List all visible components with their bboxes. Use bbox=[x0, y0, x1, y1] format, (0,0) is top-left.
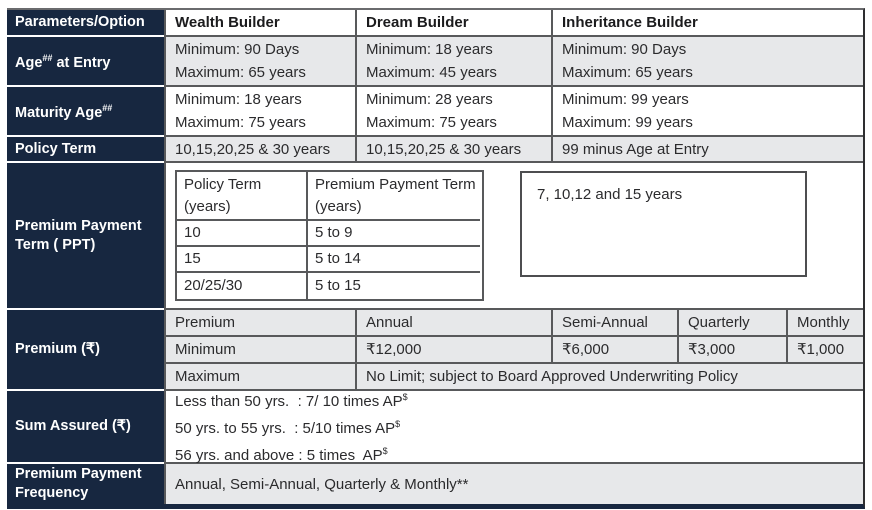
premium-minimum-subrow bbox=[164, 337, 863, 364]
policy-term-inheritance-cell bbox=[551, 137, 863, 163]
sum-assured-line-1: Less than 50 yrs. : 7/ 10 times AP$ bbox=[175, 392, 408, 410]
premium-col-monthly: Monthly bbox=[786, 310, 863, 337]
sum-assured-label-cell bbox=[7, 391, 164, 464]
ppt-inner-r1-term: 10 bbox=[177, 221, 308, 247]
ppt-inner-header-row bbox=[177, 172, 482, 221]
dream-builder-label: Dream Builder bbox=[366, 14, 469, 31]
maturity-inheritance-max: Maximum: 99 years bbox=[562, 114, 693, 131]
ppt-inner-r3-ppt: 5 to 15 bbox=[315, 277, 361, 294]
premium-min-quarterly: ₹3,000 bbox=[677, 337, 786, 364]
ppt-label: Premium Payment Term ( PPT) bbox=[15, 217, 142, 253]
premium-col-annual: Annual bbox=[355, 310, 551, 337]
wealth-builder-label: Wealth Builder bbox=[175, 14, 280, 31]
ppt-inner-row-1 bbox=[177, 221, 482, 247]
inheritance-builder-label: Inheritance Builder bbox=[562, 14, 698, 31]
premium-max-value: No Limit; subject to Board Approved Underwriting Policy bbox=[355, 364, 863, 391]
frequency-label: Premium Payment Frequency bbox=[15, 466, 142, 501]
maturity-dream-max: Maximum: 75 years bbox=[366, 114, 497, 131]
premium-header-subrow bbox=[164, 310, 863, 337]
ppt-right-box bbox=[520, 171, 807, 277]
inheritance-builder-header bbox=[551, 10, 863, 37]
ppt-row bbox=[7, 163, 863, 310]
maturity-age-label: Maturity Age## bbox=[15, 103, 113, 121]
premium-min-annual: ₹12,000 bbox=[355, 337, 551, 364]
premium-col-semi-annual: Semi-Annual bbox=[551, 310, 677, 337]
policy-term-row bbox=[7, 137, 863, 163]
policy-term-wealth-value: 10,15,20,25 & 30 years bbox=[175, 140, 331, 158]
ppt-inner-r3-term: 20/25/30 bbox=[177, 273, 308, 299]
maturity-inheritance-cell bbox=[551, 87, 863, 137]
table-header-row bbox=[7, 10, 863, 37]
age-at-entry-label-cell bbox=[7, 37, 164, 87]
age-entry-wealth-max: Maximum: 65 years bbox=[175, 64, 306, 81]
maturity-inheritance-min: Minimum: 99 years bbox=[562, 91, 689, 108]
age-entry-inheritance-cell bbox=[551, 37, 863, 87]
ppt-inner-r1-ppt: 5 to 9 bbox=[308, 221, 480, 247]
sum-assured-content-cell bbox=[164, 391, 863, 464]
policy-term-wealth-cell bbox=[164, 137, 355, 163]
age-entry-inheritance-min: Minimum: 90 Days bbox=[562, 41, 687, 58]
age-entry-wealth-min: Minimum: 90 Days bbox=[175, 41, 300, 58]
ppt-right-box-text: 7, 10,12 and 15 years bbox=[537, 186, 683, 203]
premium-min-monthly: ₹1,000 bbox=[786, 337, 863, 364]
sum-assured-line-2: 50 yrs. to 55 yrs. : 5/10 times AP$ bbox=[175, 419, 401, 437]
frequency-row bbox=[7, 464, 863, 504]
ppt-inner-r2-ppt: 5 to 14 bbox=[308, 247, 480, 273]
sum-assured-label: Sum Assured (₹) bbox=[15, 418, 131, 434]
parameters-option-label: Parameters/Option bbox=[15, 14, 145, 30]
policy-term-inheritance-value: 99 minus Age at Entry bbox=[562, 140, 709, 158]
wealth-builder-header bbox=[164, 10, 355, 37]
premium-col-label: Premium bbox=[164, 310, 355, 337]
frequency-value: Annual, Semi-Annual, Quarterly & Monthly** bbox=[175, 475, 469, 493]
sum-assured-row bbox=[7, 391, 863, 464]
maturity-dream-min: Minimum: 28 years bbox=[366, 91, 493, 108]
ppt-inner-row-2 bbox=[177, 247, 482, 273]
maturity-age-label-cell bbox=[7, 87, 164, 137]
ppt-label-cell bbox=[7, 163, 164, 310]
age-entry-dream-min: Minimum: 18 years bbox=[366, 41, 493, 58]
frequency-label-cell bbox=[7, 464, 164, 504]
age-entry-wealth-cell bbox=[164, 37, 355, 87]
maturity-wealth-cell bbox=[164, 87, 355, 137]
ppt-inner-r2-term: 15 bbox=[177, 247, 308, 273]
premium-min-semi-annual: ₹6,000 bbox=[551, 337, 677, 364]
ppt-inner-row-3 bbox=[177, 273, 482, 299]
frequency-content-cell bbox=[164, 464, 863, 504]
dream-builder-header bbox=[355, 10, 551, 37]
maturity-dream-cell bbox=[355, 87, 551, 137]
premium-min-label: Minimum bbox=[164, 337, 355, 364]
premium-label-cell bbox=[7, 310, 164, 391]
premium-col-quarterly: Quarterly bbox=[677, 310, 786, 337]
age-at-entry-row bbox=[7, 37, 863, 87]
premium-label: Premium (₹) bbox=[15, 341, 100, 357]
parameters-table bbox=[7, 8, 865, 509]
parameters-option-header bbox=[7, 10, 164, 37]
ppt-inner-header-ppt: Premium Payment Term (years) bbox=[308, 172, 480, 221]
age-entry-dream-max: Maximum: 45 years bbox=[366, 64, 497, 81]
policy-term-label-cell bbox=[7, 137, 164, 163]
premium-row bbox=[7, 310, 863, 391]
age-at-entry-label: Age## at Entry bbox=[15, 53, 111, 71]
ppt-inner-table bbox=[175, 170, 484, 301]
premium-content bbox=[164, 310, 863, 391]
ppt-inner-header-policy-term: Policy Term (years) bbox=[177, 172, 308, 221]
age-entry-dream-cell bbox=[355, 37, 551, 87]
ppt-content-cell bbox=[164, 163, 863, 310]
age-entry-inheritance-max: Maximum: 65 years bbox=[562, 64, 693, 81]
maturity-wealth-min: Minimum: 18 years bbox=[175, 91, 302, 108]
maturity-wealth-max: Maximum: 75 years bbox=[175, 114, 306, 131]
policy-term-dream-value: 10,15,20,25 & 30 years bbox=[366, 140, 522, 158]
policy-term-label: Policy Term bbox=[15, 140, 97, 157]
sum-assured-line-3: 56 yrs. and above : 5 times AP$ bbox=[175, 446, 388, 464]
maturity-age-row bbox=[7, 87, 863, 137]
policy-term-dream-cell bbox=[355, 137, 551, 163]
premium-max-label: Maximum bbox=[164, 364, 355, 391]
